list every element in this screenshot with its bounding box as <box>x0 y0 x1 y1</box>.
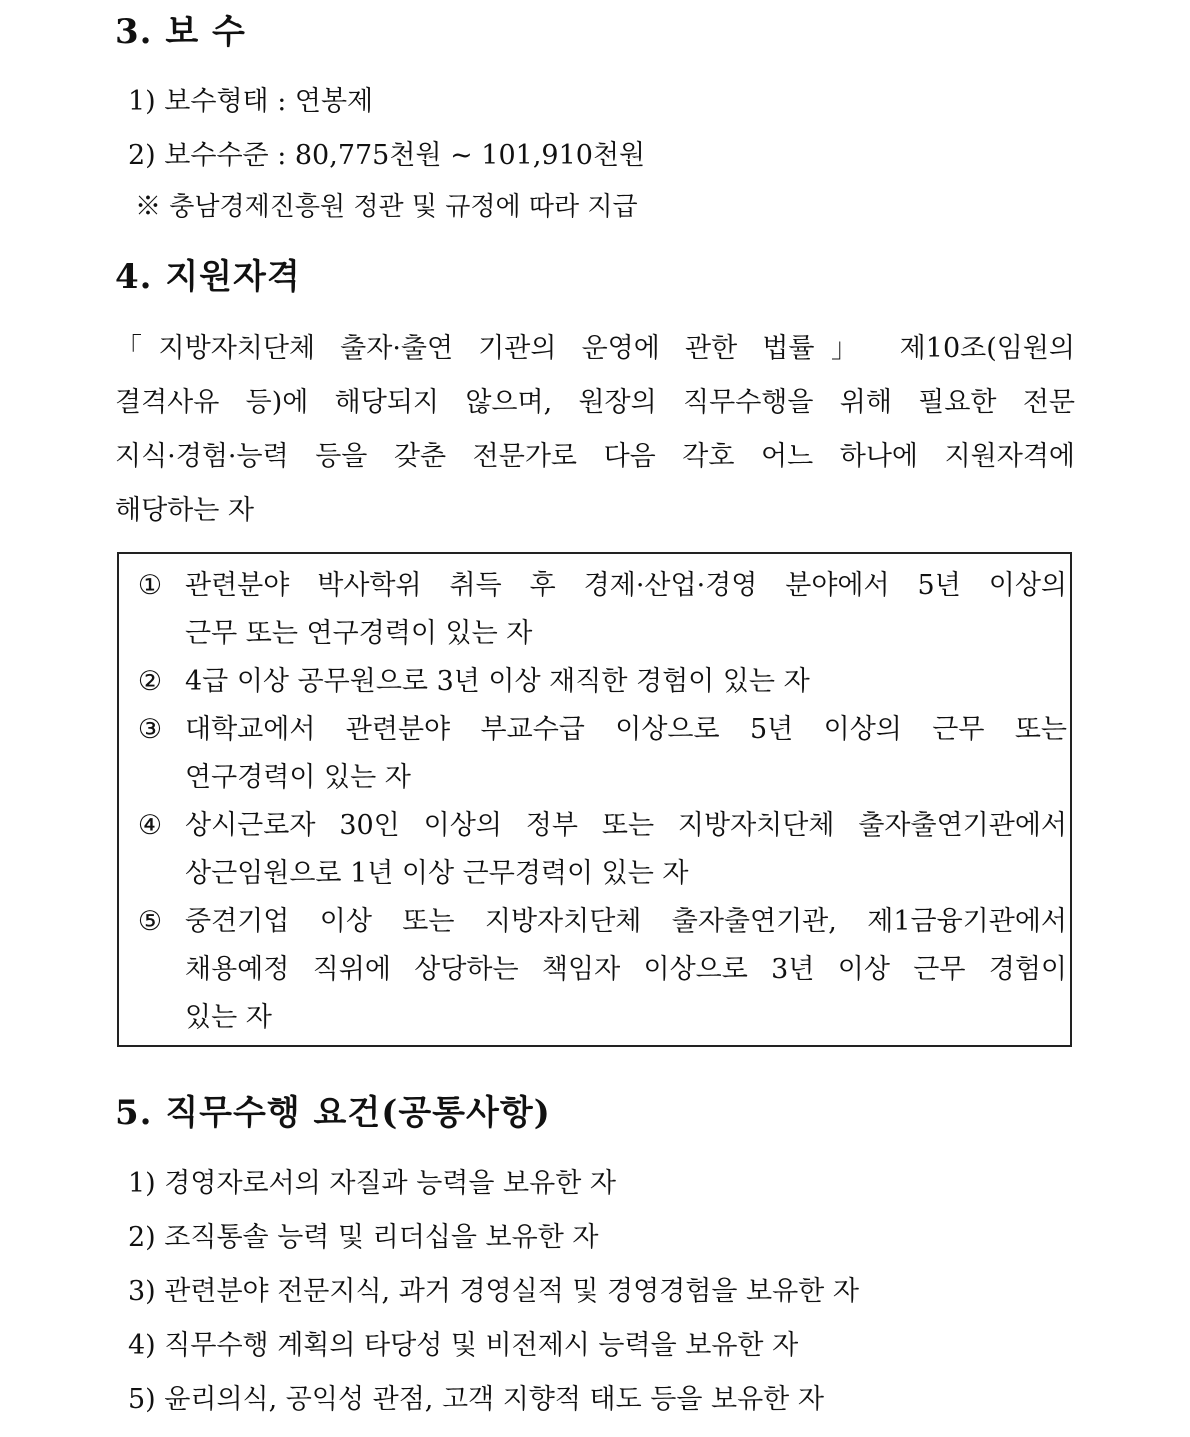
criterion-4-line-2: 상근임원으로 1년 이상 근무경력이 있는 자 <box>185 858 689 889</box>
criterion-5-line-1: 중견기업 이상 또는 지방자치단체 출자출연기관, 제1금융기관에서 <box>185 906 1067 937</box>
criteria-box <box>117 552 1072 1047</box>
pay-item-2: 2) 보수수준 : 80,775천원 ~ 101,910천원 <box>128 140 646 171</box>
criterion-4-line-1: 상시근로자 30인 이상의 정부 또는 지방자치단체 출자출연기관에서 <box>185 810 1067 841</box>
criterion-2-line-1: 4급 이상 공무원으로 3년 이상 재직한 경험이 있는 자 <box>185 666 810 697</box>
eligibility-intro-line-4: 해당하는 자 <box>115 495 254 526</box>
duty-item-4: 4) 직무수행 계획의 타당성 및 비전제시 능력을 보유한 자 <box>128 1330 799 1361</box>
criterion-1-line-2: 근무 또는 연구경력이 있는 자 <box>185 618 533 649</box>
criterion-1-marker: ① <box>137 570 163 601</box>
criterion-2-marker: ② <box>137 666 163 697</box>
criterion-5-marker: ⑤ <box>137 906 163 937</box>
duty-item-5: 5) 윤리의식, 공익성 관점, 고객 지향적 태도 등을 보유한 자 <box>128 1384 824 1415</box>
eligibility-intro-line-2: 결격사유 등)에 해당되지 않으며, 원장의 직무수행을 위해 필요한 전문 <box>115 387 1075 418</box>
criterion-3-marker: ③ <box>137 714 163 745</box>
section-4-heading: 4. 지원자격 <box>115 257 301 297</box>
pay-note: ※ 충남경제진흥원 정관 및 규정에 따라 지급 <box>135 192 638 222</box>
criterion-5-line-3: 있는 자 <box>185 1002 272 1033</box>
criterion-1-line-1: 관련분야 박사학위 취득 후 경제·산업·경영 분야에서 5년 이상의 <box>185 570 1067 601</box>
criterion-4-marker: ④ <box>137 810 163 841</box>
duty-item-1: 1) 경영자로서의 자질과 능력을 보유한 자 <box>128 1168 616 1199</box>
criterion-3-line-1: 대학교에서 관련분야 부교수급 이상으로 5년 이상의 근무 또는 <box>185 714 1067 745</box>
criterion-3-line-2: 연구경력이 있는 자 <box>185 762 411 793</box>
criterion-5-line-2: 채용예정 직위에 상당하는 책임자 이상으로 3년 이상 근무 경험이 <box>185 954 1067 985</box>
duty-item-3: 3) 관련분야 전문지식, 과거 경영실적 및 경영경험을 보유한 자 <box>128 1276 859 1307</box>
eligibility-intro-line-1: 「지방자치단체 출자·출연 기관의 운영에 관한 법률」 제10조(임원의 <box>115 333 1075 364</box>
section-5-heading: 5. 직무수행 요건(공통사항) <box>115 1093 551 1133</box>
eligibility-intro-line-3: 지식·경험·능력 등을 갖춘 전문가로 다음 각호 어느 하나에 지원자격에 <box>115 441 1075 472</box>
pay-item-1: 1) 보수형태 : 연봉제 <box>128 86 374 117</box>
duty-item-2: 2) 조직통솔 능력 및 리더십을 보유한 자 <box>128 1222 599 1253</box>
section-3-heading: 3. 보 수 <box>115 12 246 52</box>
